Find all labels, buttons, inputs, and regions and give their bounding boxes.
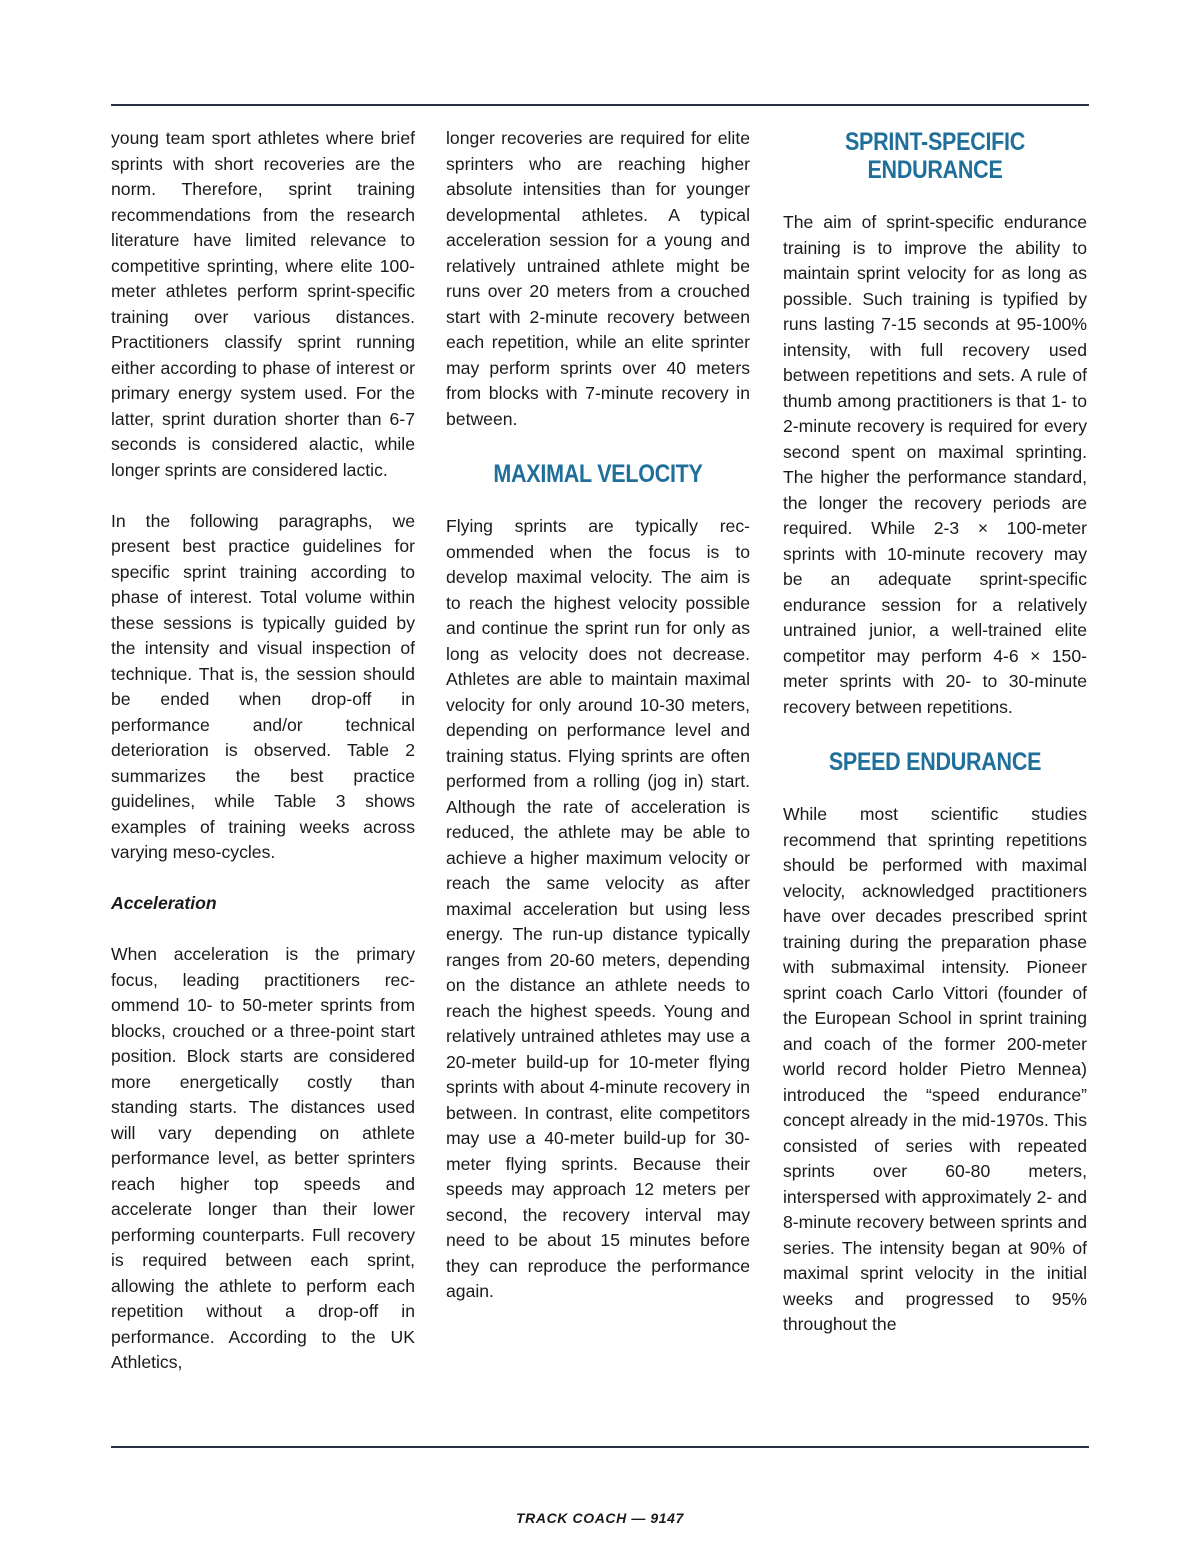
paragraph: young team sport athletes where brief sprints with short recoveries are the norm. Therefore, sprint training recommendations from the research literature have limited relevance to competitive sprinting, where elite 100-meter athletes perform sprint-specific training over various distances. Practitioners classify sprint running either according to phase of interest or primary energy system used. For the latter, sprint duration shorter than 6-7 seconds is considered alactic, while longer sprints are considered lactic. <box>111 128 415 480</box>
heading-speed-endurance: SPEED ENDURANCE <box>828 748 1042 776</box>
paragraph: When acceleration is the primary focus, leading practitioners recommend 10- to 50-meter sprints from blocks, crouched or a three-point start position. Block starts are considered more energetically costly than standing starts. The distances used will vary depending on athlete performance level, as better sprinters reach higher top speeds and accelerate longer than their lower performing counterparts. Full recovery is required between each sprint, allowing the athlete to perform each repetition without a drop-off in performance. According to the UK Athletics, <box>111 944 415 1372</box>
heading-sprint-specific-endurance <box>836 128 1034 184</box>
paragraph: The aim of sprint-specific endurance training is to improve the ability to maintain sprint velocity for as long as possible. Such training is typified by runs lasting 7-15 seconds at 95-100% intensity, with full recovery used between repetitions and sets. A rule of thumb among practitioners is that 1- to 2-minute recovery is required for every second spent on maximal sprinting. The higher the performance standard, the longer the recovery periods are required. While 2-3 × 100-meter sprints with 10-minute recovery may be an adequate sprint-specific endurance session for a relatively untrained junior, a well-trained elite competitor may perform 4-6 × 150-meter sprints with 20- to 30-minute recovery between repetitions. <box>783 212 1087 717</box>
top-rule <box>111 104 1089 106</box>
heading-maximal-velocity: MAXIMAL VELOCITY <box>493 460 703 488</box>
subheading-acceleration: Acceleration <box>111 893 217 913</box>
column-2 <box>446 126 750 1305</box>
paragraph: While most scientific studies recommend that sprinting repetitions should be performed with maximal velocity, acknowledged practitioners have over decades prescribed sprint training during the preparation phase with submaximal intensity. Pioneer sprint coach Carlo Vittori (founder of the European School in sprint training and coach of the former 200-meter world record holder Pietro Mennea) introduced the “speed endurance” concept already in the mid-1970s. This consisted of series with repeated sprints over 60-80 meters, interspersed with approximately 2- and 8-minute recovery between sprints and series. The intensity began at 90% of maximal sprint velocity in the initial weeks and progressed to 95% throughout the <box>783 804 1087 1334</box>
paragraph: longer recoveries are required for elite sprinters who are reaching higher absolute intensities than for younger developmental athletes. A typical acceleration session for a young and relatively untrained athlete might be runs over 20 meters from a crouched start with 2-minute recovery between each repetition, while an elite sprinter may perform sprints over 40 meters from blocks with 7-minute recovery in between. <box>446 128 750 429</box>
page-footer: TRACK COACH — 9147 <box>516 1510 684 1526</box>
column-3 <box>783 122 1087 1338</box>
column-1 <box>111 126 415 1376</box>
paragraph: Flying sprints are typically recommended when the focus is to develop maximal velocity. The aim is to reach the highest velocity possible and continue the sprint run for only as long as velocity does not decrease. Athletes are able to maintain maximal velocity for only around 10-30 meters, depending on performance level and training status. Flying sprints are often performed from a rolling (jog in) start. Although the rate of acceleration is reduced, the athlete may be able to achieve a higher maximum velocity or reach the same velocity as after maximal acceleration but using less energy. The run-up distance typically ranges from 20-60 meters, depending on the distance an athlete needs to reach the highest speeds. Young and relatively untrained athletes may use a 20-meter build-up for 10-meter flying sprints with about 4-minute recovery in between. In contrast, elite competitors may use a 40-meter build-up for 30-meter flying sprints. Because their speeds may approach 12 meters per second, the recovery interval may need to be about 15 minutes before they can reproduce the performance again. <box>446 516 750 1301</box>
paragraph: In the following paragraphs, we present best practice guidelines for specific sprint training according to phase of interest. Total volume within these sessions is typically guided by the intensity and visual inspection of technique. That is, the session should be ended when drop-off in performance and/or technical deterioration is observed. Table 2 summarizes the best practice guidelines, while Table 3 shows examples of training weeks across varying meso-cycles. <box>111 510 415 862</box>
heading-text: SPRINT-SPECIFIC ENDURANCE <box>844 128 1026 184</box>
bottom-rule <box>111 1446 1089 1448</box>
